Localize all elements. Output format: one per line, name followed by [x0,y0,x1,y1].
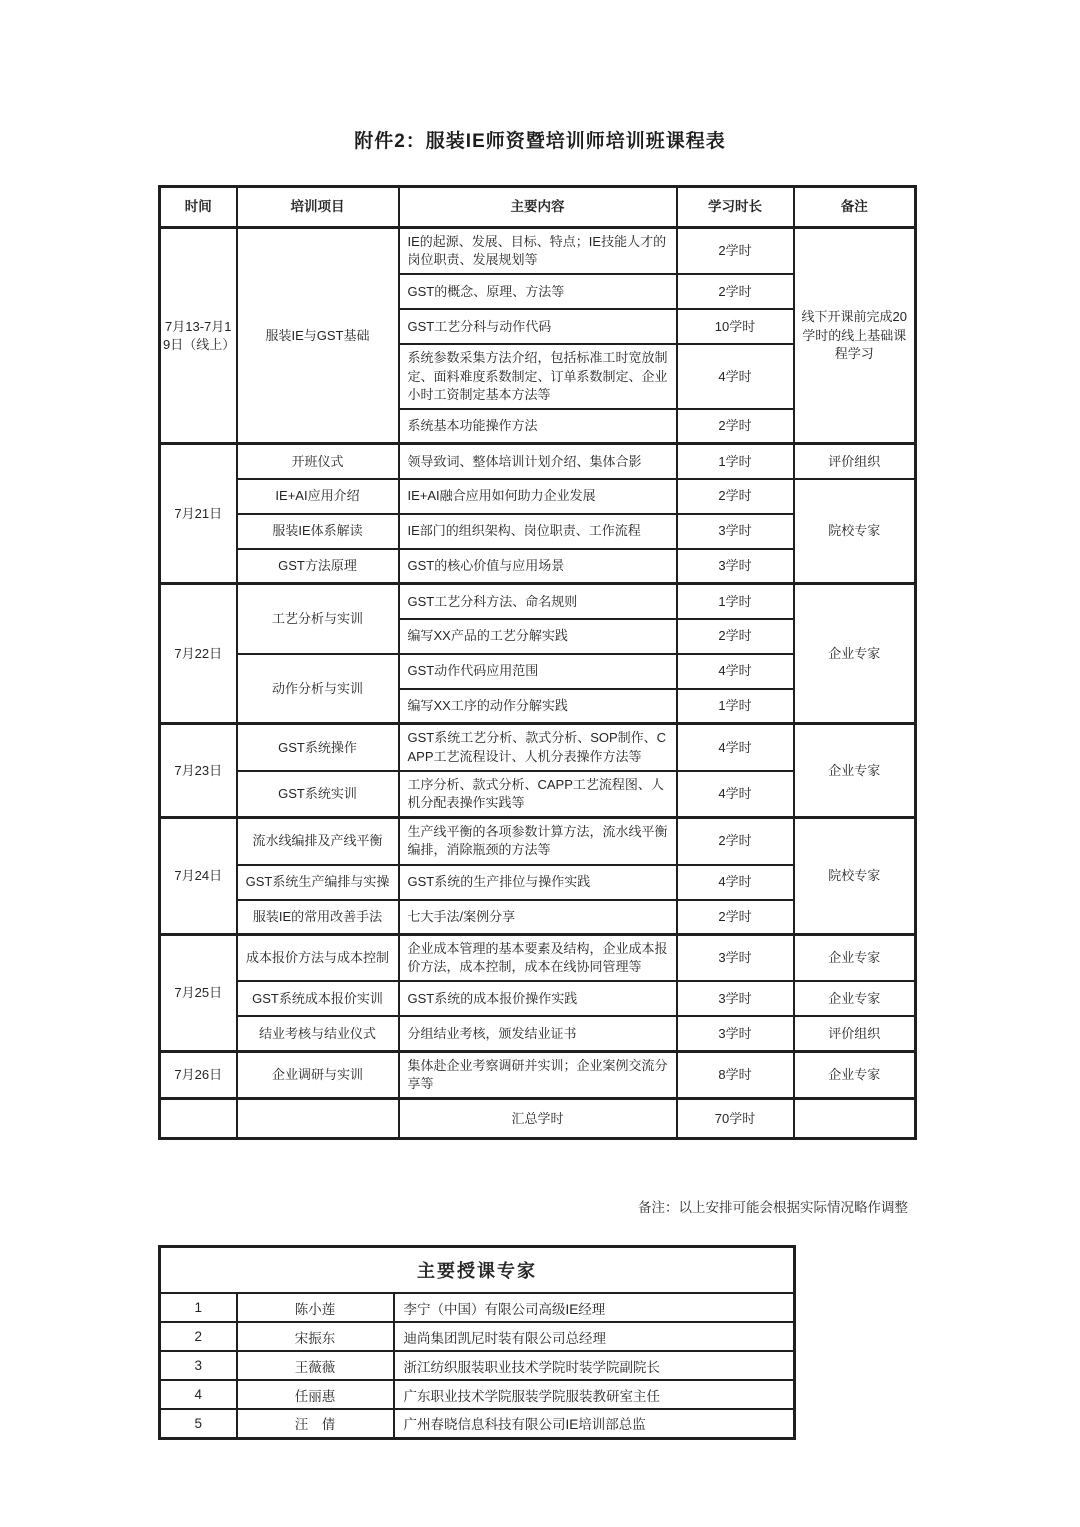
schedule-cell-content: GST工艺分科方法、命名规则 [399,584,677,619]
schedule-cell-content: 领导致词、整体培训计划介绍、集体合影 [399,444,677,479]
schedule-cell-hours: 3学时 [677,935,794,982]
schedule-cell-remark: 企业专家 [794,1051,916,1098]
schedule-row [160,724,916,771]
schedule-cell-project: GST系统成本报价实训 [237,981,399,1016]
expert-number: 1 [160,1293,237,1322]
schedule-cell-project: 结业考核与结业仪式 [237,1016,399,1051]
schedule-cell-hours: 2学时 [677,479,794,514]
schedule-table [158,185,917,1140]
schedule-header-project: 培训项目 [237,187,399,228]
schedule-cell-project: 服装IE与GST基础 [237,228,399,444]
schedule-cell-project: 开班仪式 [237,444,399,479]
schedule-cell-project: 流水线编排及产线平衡 [237,818,399,865]
experts-table-title: 主要授课专家 [160,1247,795,1294]
schedule-cell-project: 服装IE的常用改善手法 [237,900,399,935]
schedule-note: 备注：以上安排可能会根据实际情况略作调整 [638,1200,908,1215]
schedule-cell-project: 服装IE体系解读 [237,514,399,549]
schedule-cell-content: IE的起源、发展、目标、特点；IE技能人才的岗位职责、发展规划等 [399,228,677,275]
schedule-cell-remark: 企业专家 [794,935,916,982]
schedule-cell-remark: 评价组织 [794,444,916,479]
schedule-cell-content: IE部门的组织架构、岗位职责、工作流程 [399,514,677,549]
expert-title-desc: 迪尚集团凯尼时装有限公司总经理 [394,1322,795,1351]
schedule-cell-hours: 4学时 [677,771,794,818]
schedule-table-container [158,185,917,1140]
schedule-cell-hours: 4学时 [677,724,794,771]
schedule-cell-hours: 2学时 [677,818,794,865]
schedule-cell-hours: 2学时 [677,274,794,309]
schedule-cell-hours: 4学时 [677,344,794,409]
schedule-cell-time: 7月26日 [160,1051,237,1098]
page-title: 附件2：服装IE师资暨培训师培训班课程表 [354,131,726,152]
expert-number: 4 [160,1380,237,1409]
schedule-row [160,1051,916,1098]
schedule-cell-remark: 线下开课前完成20学时的线上基础课程学习 [794,228,916,444]
schedule-cell-content: 编写XX产品的工艺分解实践 [399,619,677,654]
expert-row [160,1409,795,1438]
schedule-cell-content: 系统参数采集方法介绍，包括标准工时宽放制定、面料难度系数制定、订单系数制定、企业小时工资制定基本方法等 [399,344,677,409]
schedule-cell-time [160,1099,237,1139]
schedule-cell-project [237,1099,399,1139]
schedule-cell-time: 7月25日 [160,935,237,1052]
expert-name: 任丽惠 [237,1380,394,1409]
schedule-cell-content: 生产线平衡的各项参数计算方法，流水线平衡编排，消除瓶颈的方法等 [399,818,677,865]
schedule-cell-content: 集体赴企业考察调研并实训；企业案例交流分享等 [399,1051,677,1098]
schedule-cell-hours: 3学时 [677,981,794,1016]
expert-number: 2 [160,1322,237,1351]
schedule-cell-content: IE+AI融合应用如何助力企业发展 [399,479,677,514]
expert-row [160,1351,795,1380]
expert-name: 陈小莲 [237,1293,394,1322]
schedule-cell-content: 系统基本功能操作方法 [399,409,677,444]
schedule-row [160,479,916,514]
experts-title-row [160,1247,795,1294]
expert-name: 宋振东 [237,1322,394,1351]
expert-title-desc: 广州春晓信息科技有限公司IE培训部总监 [394,1409,795,1438]
schedule-cell-project: 动作分析与实训 [237,654,399,724]
schedule-cell-hours: 2学时 [677,228,794,275]
schedule-cell-project: 成本报价方法与成本控制 [237,935,399,982]
expert-row [160,1322,795,1351]
schedule-cell-content: 编写XX工序的动作分解实践 [399,689,677,724]
schedule-table-header [160,187,916,228]
schedule-cell-hours: 3学时 [677,549,794,584]
schedule-cell-hours: 4学时 [677,865,794,900]
schedule-cell-content: 分组结业考核，颁发结业证书 [399,1016,677,1051]
schedule-cell-content: 企业成本管理的基本要素及结构，企业成本报价方法，成本控制，成本在线协同管理等 [399,935,677,982]
schedule-cell-hours: 1学时 [677,689,794,724]
expert-row [160,1380,795,1409]
expert-title-desc: 浙江纺织服装职业技术学院时装学院副院长 [394,1351,795,1380]
schedule-cell-remark: 企业专家 [794,584,916,724]
expert-number: 5 [160,1409,237,1438]
schedule-header-remark: 备注 [794,187,916,228]
schedule-row [160,584,916,619]
schedule-cell-hours: 2学时 [677,409,794,444]
schedule-cell-remark: 评价组织 [794,1016,916,1051]
schedule-cell-remark: 院校专家 [794,479,916,584]
schedule-cell-hours: 1学时 [677,444,794,479]
schedule-cell-hours: 8学时 [677,1051,794,1098]
schedule-cell-remark: 企业专家 [794,981,916,1016]
expert-title-desc: 李宁（中国）有限公司高级IE经理 [394,1293,795,1322]
schedule-cell-time: 7月22日 [160,584,237,724]
schedule-cell-remark [794,1099,916,1139]
schedule-row [160,1099,916,1139]
schedule-cell-content: 七大手法/案例分享 [399,900,677,935]
schedule-row [160,935,916,982]
schedule-cell-content: GST工艺分科与动作代码 [399,309,677,344]
schedule-cell-content: GST系统的生产排位与操作实践 [399,865,677,900]
schedule-cell-content: 工序分析、款式分析、CAPP工艺流程图、人机分配表操作实践等 [399,771,677,818]
schedule-cell-hours: 3学时 [677,514,794,549]
schedule-cell-content: 汇总学时 [399,1099,677,1139]
schedule-cell-content: GST系统的成本报价操作实践 [399,981,677,1016]
experts-table-container [158,1245,796,1440]
schedule-cell-content: GST的核心价值与应用场景 [399,549,677,584]
schedule-cell-hours: 70学时 [677,1099,794,1139]
schedule-cell-hours: 10学时 [677,309,794,344]
experts-table [158,1245,796,1440]
schedule-row [160,444,916,479]
expert-title-desc: 广东职业技术学院服装学院服装教研室主任 [394,1380,795,1409]
schedule-cell-content: GST动作代码应用范围 [399,654,677,689]
schedule-cell-content: GST系统工艺分析、款式分析、SOP制作、CAPP工艺流程设计、人机分表操作方法等 [399,724,677,771]
schedule-cell-remark: 院校专家 [794,818,916,935]
schedule-cell-project: GST系统生产编排与实操 [237,865,399,900]
schedule-header-time: 时间 [160,187,237,228]
schedule-row [160,1016,916,1051]
schedule-cell-hours: 2学时 [677,619,794,654]
schedule-cell-content: GST的概念、原理、方法等 [399,274,677,309]
schedule-row [160,981,916,1016]
schedule-row [160,228,916,275]
schedule-cell-project: IE+AI应用介绍 [237,479,399,514]
schedule-cell-time: 7月21日 [160,444,237,584]
expert-name: 王薇薇 [237,1351,394,1380]
schedule-cell-project: 工艺分析与实训 [237,584,399,654]
schedule-cell-time: 7月13-7月19日（线上） [160,228,237,444]
schedule-cell-hours: 1学时 [677,584,794,619]
expert-row [160,1293,795,1322]
schedule-header-hours: 学习时长 [677,187,794,228]
expert-number: 3 [160,1351,237,1380]
schedule-cell-time: 7月23日 [160,724,237,818]
schedule-header-content: 主要内容 [399,187,677,228]
schedule-cell-project: GST方法原理 [237,549,399,584]
schedule-cell-time: 7月24日 [160,818,237,935]
expert-name: 汪 倩 [237,1409,394,1438]
schedule-cell-hours: 4学时 [677,654,794,689]
schedule-cell-project: GST系统操作 [237,724,399,771]
schedule-row [160,818,916,865]
schedule-cell-project: 企业调研与实训 [237,1051,399,1098]
schedule-cell-remark: 企业专家 [794,724,916,818]
schedule-cell-hours: 3学时 [677,1016,794,1051]
schedule-cell-project: GST系统实训 [237,771,399,818]
schedule-cell-hours: 2学时 [677,900,794,935]
